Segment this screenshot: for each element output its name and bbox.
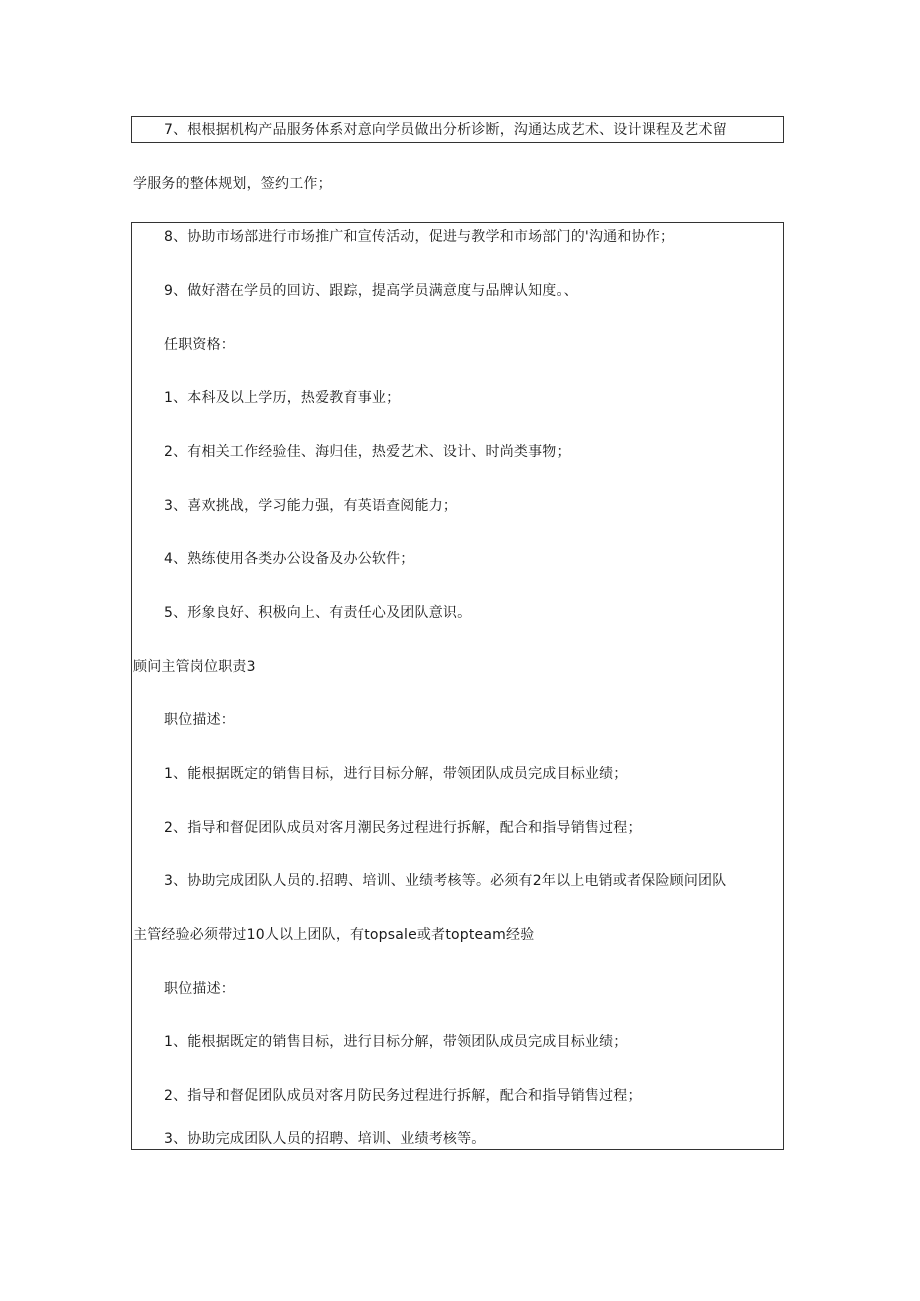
text-line-1: 7、根根据机构产品服务体系对意向学员做出分析诊断，沟通达成艺术、设计课程及艺术留 <box>164 122 727 138</box>
section-title: 顾问主管岗位职责3 <box>133 659 256 675</box>
text-line-16: 主管经验必须带过10人以上团队，有topsale或者topteam经验 <box>133 927 535 943</box>
text-line-20: 3、协助完成团队人员的招聘、培训、业绩考核等。 <box>164 1131 486 1147</box>
text-line-13: 1、能根据既定的销售目标，进行目标分解，带领团队成员完成目标业绩； <box>164 766 628 782</box>
table-cell-main <box>131 222 784 1150</box>
text-line-8: 3、喜欢挑战，学习能力强，有英语查阅能力； <box>164 498 458 514</box>
text-line-7: 2、有相关工作经验佳、海归佳，热爱艺术、设计、时尚类事物； <box>164 444 571 460</box>
text-line-4: 9、做好潜在学员的回访、跟踪，提高学员满意度与品牌认知度。、 <box>164 283 578 299</box>
text-line-18: 1、能根据既定的销售目标，进行目标分解，带领团队成员完成目标业绩； <box>164 1034 628 1050</box>
text-line-10: 5、形象良好、积极向上、有责任心及团队意识。 <box>164 605 472 621</box>
section-heading-description: 职位描述： <box>164 712 235 728</box>
text-line-9: 4、熟练使用各类办公设备及办公软件； <box>164 551 415 567</box>
text-line-6: 1、本科及以上学历，热爱教育事业； <box>164 390 401 406</box>
text-line-19: 2、指导和督促团队成员对客月防民务过程进行拆解，配合和指导销售过程； <box>164 1088 642 1104</box>
text-line-3: 8、协助市场部进行市场推广和宣传活动，促进与教学和市场部门的'沟通和协作； <box>164 229 675 245</box>
section-heading-qualifications: 任职资格： <box>164 337 235 353</box>
text-line-14: 2、指导和督促团队成员对客月潮民务过程进行拆解，配合和指导销售过程； <box>164 820 642 836</box>
text-line-2: 学服务的整体规划，签约工作； <box>133 176 332 192</box>
text-line-15: 3、协助完成团队人员的.招聘、培训、业绩考核等。必须有2年以上电销或者保险顾问团队 <box>164 873 727 889</box>
section-heading-description-2: 职位描述： <box>164 981 235 997</box>
